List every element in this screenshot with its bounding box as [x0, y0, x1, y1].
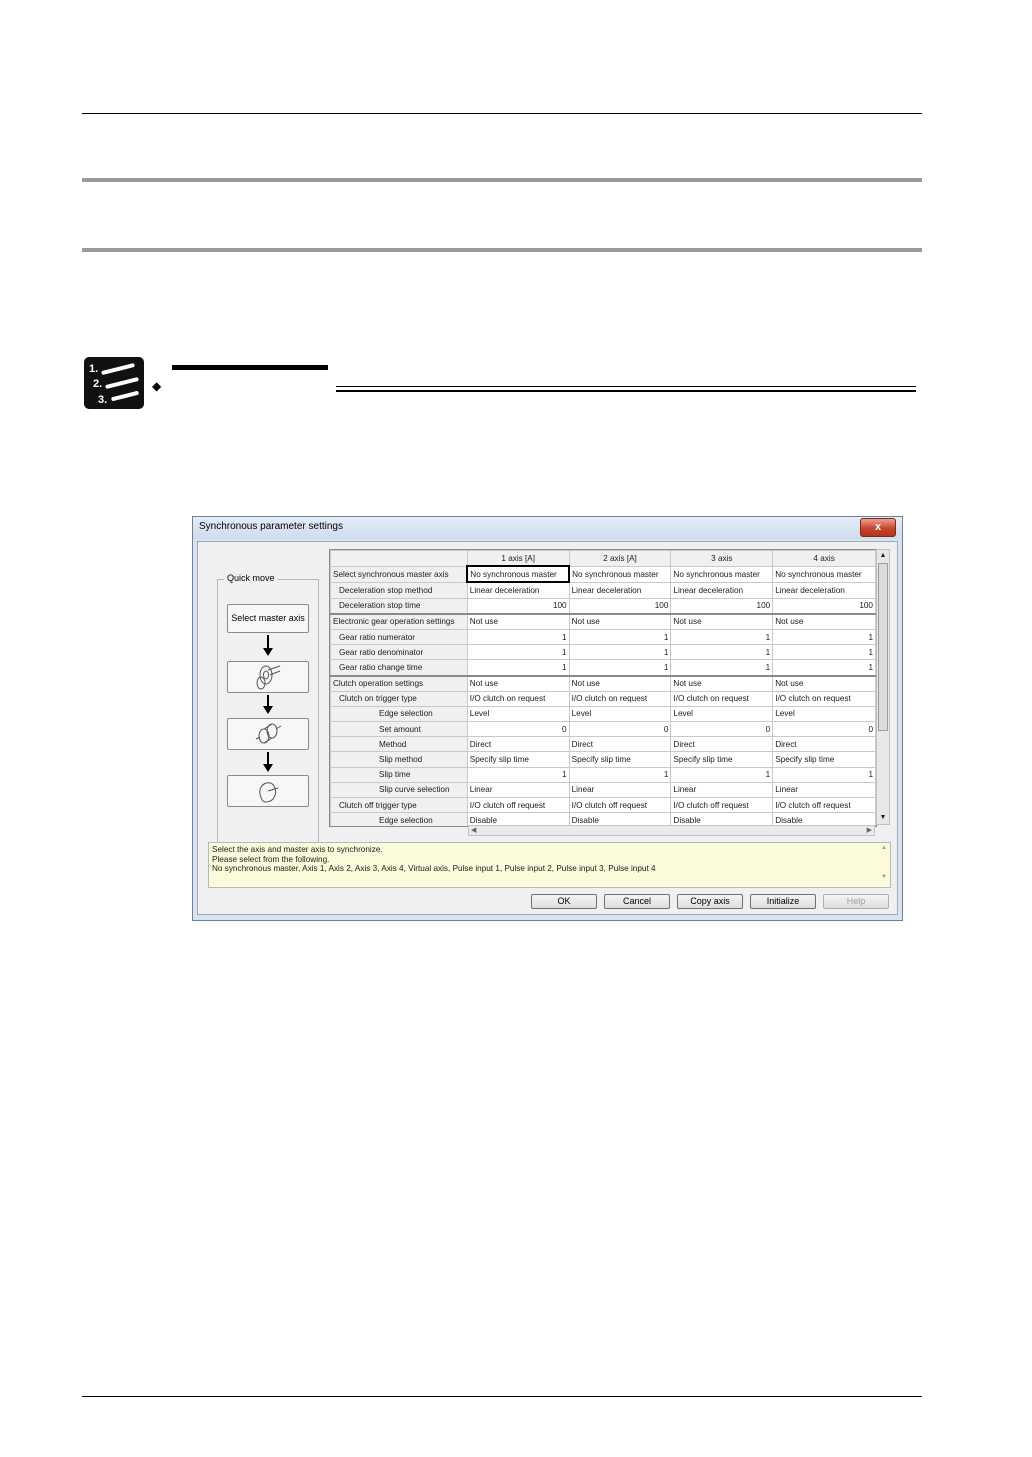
scroll-left-icon[interactable]: ◀	[471, 827, 477, 834]
cell-value[interactable]: 1	[569, 767, 671, 782]
row-label: Gear ratio change time	[331, 660, 468, 676]
cell-value[interactable]: Not use	[467, 614, 569, 630]
clutch-button[interactable]	[227, 718, 309, 750]
column-header: 4 axis	[773, 551, 876, 567]
cell-value[interactable]: 0	[467, 722, 569, 737]
table-row	[331, 737, 876, 752]
table-row	[331, 706, 876, 721]
cell-value[interactable]: Not use	[569, 676, 671, 692]
cell-value[interactable]: Linear	[671, 782, 773, 797]
cell-value[interactable]: 1	[467, 767, 569, 782]
initialize-button[interactable]: Initialize	[750, 894, 816, 909]
table-row	[331, 782, 876, 797]
table-row	[331, 660, 876, 676]
scroll-right-icon[interactable]: ▶	[866, 827, 872, 834]
table-row	[331, 722, 876, 737]
cell-value[interactable]: Disable	[773, 813, 876, 827]
table-row	[331, 566, 876, 582]
cell-value[interactable]: Linear deceleration	[569, 582, 671, 598]
cell-value[interactable]: Direct	[773, 737, 876, 752]
cell-value[interactable]: Not use	[671, 676, 773, 692]
clutch-icon	[248, 719, 288, 749]
cell-value[interactable]: 1	[467, 645, 569, 660]
help-text-box	[208, 842, 891, 888]
cell-value[interactable]: 1	[671, 660, 773, 676]
cell-value[interactable]: Disable	[569, 813, 671, 827]
heading-rule	[336, 386, 916, 387]
table-row	[331, 676, 876, 692]
cell-value[interactable]: No synchronous master	[671, 566, 773, 582]
cell-value[interactable]: 0	[569, 722, 671, 737]
cell-value[interactable]: Not use	[671, 614, 773, 630]
cell-value[interactable]: 1	[671, 645, 773, 660]
heading-rule-thick	[336, 390, 916, 392]
cell-value[interactable]: No synchronous master	[773, 566, 876, 582]
cell-value[interactable]: I/O clutch off request	[773, 798, 876, 813]
cell-value[interactable]: 100	[467, 598, 569, 614]
cam-icon	[248, 776, 288, 806]
grid-horizontal-scrollbar[interactable]	[468, 825, 875, 836]
cell-value[interactable]: No synchronous master	[467, 566, 569, 582]
procedure-heading-bar	[172, 365, 328, 370]
flow-arrow	[267, 635, 269, 649]
cell-value[interactable]: Specify slip time	[467, 752, 569, 767]
copy-axis-button[interactable]: Copy axis	[677, 894, 743, 909]
row-label: Method	[331, 737, 468, 752]
row-label: Clutch off trigger type	[331, 798, 468, 813]
cell-value[interactable]: 1	[569, 660, 671, 676]
column-header: 1 axis [A]	[467, 551, 569, 567]
cell-value[interactable]: Level	[773, 706, 876, 721]
table-row	[331, 645, 876, 660]
help-button[interactable]: Help	[823, 894, 889, 909]
grid-vertical-scrollbar[interactable]	[876, 549, 890, 825]
cam-button[interactable]	[227, 775, 309, 807]
row-label: Edge selection	[331, 706, 468, 721]
cell-value[interactable]: Not use	[467, 676, 569, 692]
procedure-icon: 1. 2. 3.	[84, 357, 144, 409]
gear-icon	[248, 662, 288, 692]
cell-value[interactable]: 0	[773, 722, 876, 737]
section-bar-top	[82, 178, 922, 182]
header-rule	[82, 113, 922, 114]
cell-value[interactable]: 0	[671, 722, 773, 737]
cell-value[interactable]: Linear deceleration	[467, 582, 569, 598]
cell-value[interactable]: I/O clutch off request	[467, 798, 569, 813]
table-row	[331, 629, 876, 644]
sync-param-dialog	[192, 516, 903, 921]
cell-value[interactable]: Direct	[467, 737, 569, 752]
cell-value[interactable]: Level	[569, 706, 671, 721]
flow-arrowhead	[263, 706, 273, 714]
scroll-down-icon[interactable]: ▼	[879, 814, 887, 821]
table-row	[331, 582, 876, 598]
cell-value[interactable]: 1	[773, 629, 876, 644]
row-label: Clutch on trigger type	[331, 691, 468, 706]
cell-value[interactable]: Level	[671, 706, 773, 721]
gear-button[interactable]	[227, 661, 309, 693]
window-title: Synchronous parameter settings	[199, 521, 343, 532]
cell-value[interactable]: Disable	[467, 813, 569, 827]
cell-value[interactable]: 1	[569, 629, 671, 644]
help-scrollbar[interactable]: ▲ ▼	[881, 845, 887, 880]
flow-arrowhead	[263, 648, 273, 656]
help-line: No synchronous master, Axis 1, Axis 2, Axis 3, Axis 4, Virtual axis, Pulse input 1, Pulse input 2, Pulse input 3, Pulse input 4	[212, 864, 656, 873]
column-header: 3 axis	[671, 551, 773, 567]
cell-value[interactable]: 1	[671, 767, 773, 782]
cell-value[interactable]: 1	[773, 767, 876, 782]
flow-arrowhead	[263, 764, 273, 772]
row-label: Deceleration stop method	[331, 582, 468, 598]
cell-value[interactable]: 100	[773, 598, 876, 614]
select-master-axis-button[interactable]: Select master axis	[227, 604, 309, 633]
footer-rule	[82, 1396, 922, 1397]
grid-corner-header	[331, 551, 468, 567]
dialog-client	[197, 541, 898, 915]
cell-value[interactable]: Linear deceleration	[773, 582, 876, 598]
table-row	[331, 798, 876, 813]
section-bar-bottom	[82, 248, 922, 252]
scroll-thumb[interactable]	[878, 563, 888, 731]
cell-value[interactable]: Specify slip time	[569, 752, 671, 767]
column-header: 2 axis [A]	[569, 551, 671, 567]
cell-value[interactable]: 100	[569, 598, 671, 614]
cancel-button[interactable]: Cancel	[604, 894, 670, 909]
parameter-grid	[329, 549, 877, 827]
table-row	[331, 614, 876, 630]
help-line: Please select from the following.	[212, 854, 330, 864]
row-label: Gear ratio denominator	[331, 645, 468, 660]
row-label: Select synchronous master axis	[331, 566, 468, 582]
cell-value[interactable]: I/O clutch on request	[671, 691, 773, 706]
cell-value[interactable]: Direct	[569, 737, 671, 752]
row-label: Set amount	[331, 722, 468, 737]
cell-value[interactable]: 1	[467, 629, 569, 644]
cell-value[interactable]: Level	[467, 706, 569, 721]
cell-value[interactable]: 1	[773, 660, 876, 676]
cell-value[interactable]: I/O clutch on request	[467, 691, 569, 706]
table-row	[331, 752, 876, 767]
table-row	[331, 598, 876, 614]
cell-value[interactable]: Specify slip time	[671, 752, 773, 767]
cell-value[interactable]: 100	[671, 598, 773, 614]
row-label: Edge selection	[331, 813, 468, 827]
row-label: Slip time	[331, 767, 468, 782]
row-label: Clutch operation settings	[331, 676, 468, 692]
cell-value[interactable]: Linear	[569, 782, 671, 797]
cell-value[interactable]: Specify slip time	[773, 752, 876, 767]
cell-value[interactable]: Disable	[671, 813, 773, 827]
cell-value[interactable]: I/O clutch off request	[671, 798, 773, 813]
cell-value[interactable]: 1	[467, 660, 569, 676]
cell-value[interactable]: Not use	[773, 614, 876, 630]
bullet-diamond-icon: ◆	[152, 379, 162, 393]
cell-value[interactable]: Linear	[773, 782, 876, 797]
cell-value[interactable]: Linear deceleration	[671, 582, 773, 598]
row-label: Deceleration stop time	[331, 598, 468, 614]
cell-value[interactable]: I/O clutch on request	[569, 691, 671, 706]
cell-value[interactable]: Not use	[569, 614, 671, 630]
cell-value[interactable]: 1	[671, 629, 773, 644]
cell-value[interactable]: 1	[569, 645, 671, 660]
row-label: Slip method	[331, 752, 468, 767]
ok-button[interactable]: OK	[531, 894, 597, 909]
close-button[interactable]: x	[860, 518, 896, 537]
table-row	[331, 767, 876, 782]
scroll-up-icon[interactable]: ▲	[879, 552, 887, 559]
parameter-table	[330, 550, 876, 827]
cell-value[interactable]: Linear	[467, 782, 569, 797]
cell-value[interactable]: No synchronous master	[569, 566, 671, 582]
help-line: Select the axis and master axis to synchronize.	[212, 845, 383, 854]
row-label: Gear ratio numerator	[331, 629, 468, 644]
cell-value[interactable]: Not use	[773, 676, 876, 692]
quick-move-label: Quick move	[224, 573, 278, 583]
cell-value[interactable]: Direct	[671, 737, 773, 752]
cell-value[interactable]: I/O clutch off request	[569, 798, 671, 813]
title-bar	[193, 517, 902, 539]
row-label: Slip curve selection	[331, 782, 468, 797]
cell-value[interactable]: I/O clutch on request	[773, 691, 876, 706]
cell-value[interactable]: 1	[773, 645, 876, 660]
table-row	[331, 691, 876, 706]
row-label: Electronic gear operation settings	[331, 614, 468, 630]
